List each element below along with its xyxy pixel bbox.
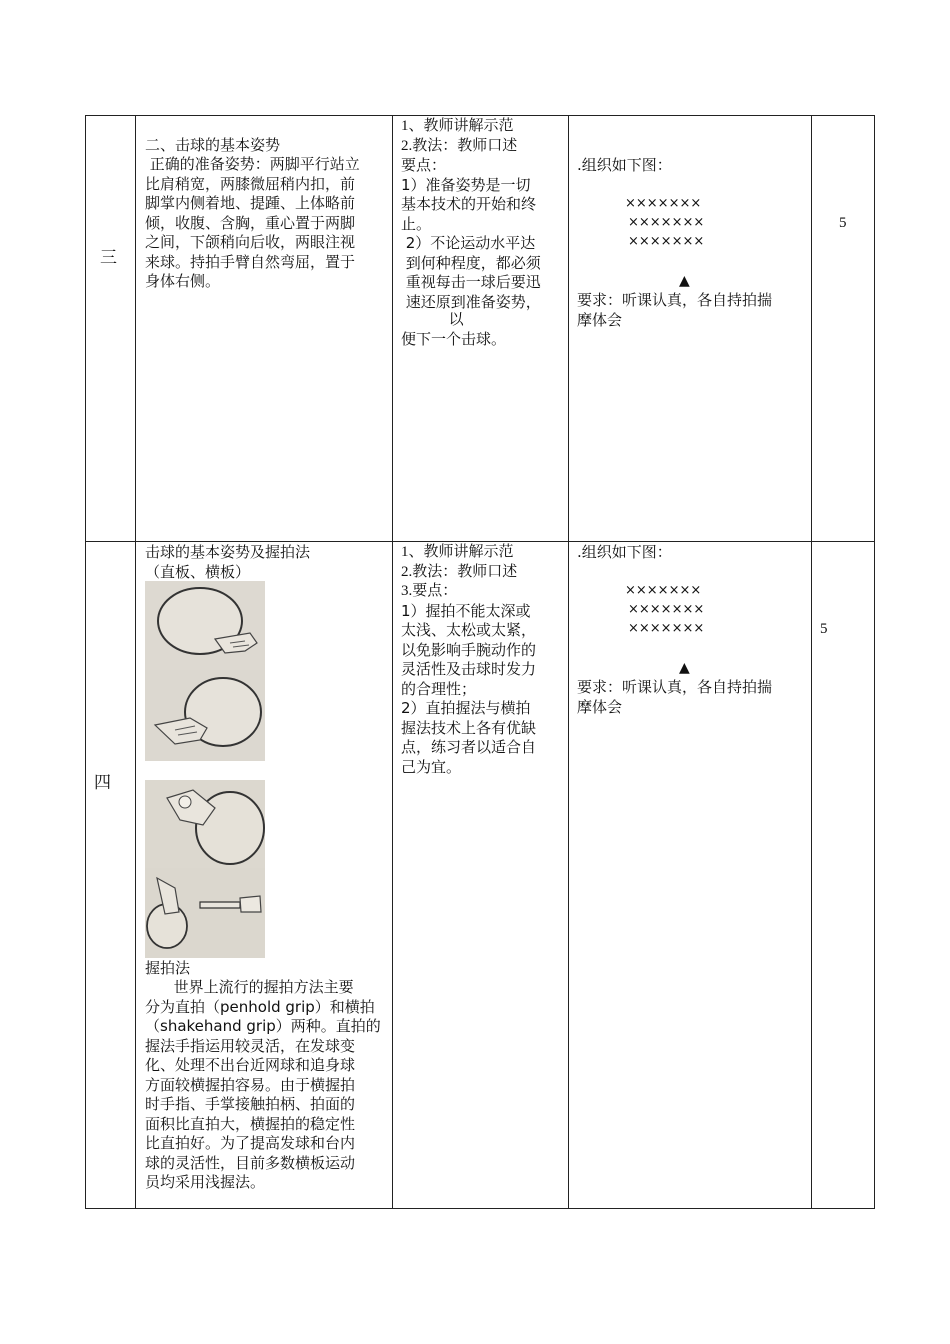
formation-row: ××××××× bbox=[625, 196, 702, 211]
row-4-method-line: 1、教师讲解示范 bbox=[401, 544, 514, 560]
row-4-body-line: 比直拍好。为了提高发球和台内 bbox=[145, 1134, 356, 1152]
column-divider-2 bbox=[392, 115, 393, 1209]
row-4-method-line: 以免影响手腕动作的 bbox=[401, 640, 537, 659]
formation-row: ××××××× bbox=[628, 602, 705, 617]
row-3-method-line: 止。 bbox=[401, 214, 432, 233]
teacher-marker-icon: ▲ bbox=[679, 273, 690, 289]
row-4-requirement-line: 摩体会 bbox=[577, 697, 623, 716]
row-3-method-line: 基本技术的开始和终 bbox=[401, 195, 537, 213]
row-3-body-line: 身体右侧。 bbox=[145, 272, 221, 290]
penhold-grip-photo bbox=[145, 581, 265, 670]
table-border-bottom bbox=[85, 1208, 875, 1209]
row-3-body-line: 之间，下颌稍向后收，两眼注视 bbox=[145, 233, 356, 251]
row-4-body-line: 分为直拍（penhold grip）和横拍 bbox=[145, 997, 375, 1016]
row-4-method-line: 2）直拍握法与横拍 bbox=[401, 699, 531, 717]
shakehand-grip-side-photo bbox=[145, 868, 265, 958]
row-4-body-line: 时手指、手掌接触拍柄、拍面的 bbox=[145, 1095, 356, 1113]
row-4-body-line: 方面较横握拍容易。由于横握拍 bbox=[145, 1075, 356, 1094]
grip-caption: 握拍法 bbox=[145, 959, 191, 977]
column-divider-3 bbox=[568, 115, 569, 1209]
penhold-grip-back-photo bbox=[145, 670, 265, 761]
formation-row: ××××××× bbox=[628, 234, 705, 249]
column-divider-1 bbox=[135, 115, 136, 1209]
row-4-body-line: （shakehand grip）两种。直拍的 bbox=[145, 1017, 381, 1035]
row-4-title: 击球的基本姿势及握拍法 bbox=[145, 543, 311, 561]
row-4-body-line: 球的灵活性，目前多数横板运动 bbox=[145, 1153, 356, 1172]
row-4-method-line: 3.要点： bbox=[401, 583, 458, 599]
table-border-left bbox=[85, 115, 86, 1209]
row-3-body-line: 脚掌内侧着地、提踵、上体略前 bbox=[145, 194, 356, 212]
shakehand-grip-photo bbox=[145, 780, 265, 868]
row-4-requirement-line: 要求：听课认真，各自持拍揣 bbox=[577, 678, 773, 696]
row-4-org-title: .组织如下图： bbox=[577, 543, 672, 561]
row-3-method-line: 2.教法：教师口述 bbox=[401, 137, 518, 154]
row-4-number: 四 bbox=[94, 773, 111, 793]
row-4-body-line: 面积比直拍大，横握拍的稳定性 bbox=[145, 1114, 356, 1133]
row-4-method-line: 的合理性； bbox=[401, 679, 477, 698]
row-3-method-line: 重视每击一球后要迅 bbox=[401, 273, 541, 291]
formation-row: ××××××× bbox=[628, 621, 705, 636]
row-4-method-line: 点，练习者以适合自 bbox=[401, 738, 537, 756]
row-3-method-line: 2）不论运动水平达 bbox=[401, 234, 536, 252]
table-border-top bbox=[85, 115, 875, 116]
row-4-method-line: 1）握拍不能太深或 bbox=[401, 601, 531, 620]
row-4-method-line: 己为宜。 bbox=[401, 757, 462, 776]
row-3-method-line: 以 bbox=[401, 310, 464, 328]
row-3-method-line: 1）准备姿势是一切 bbox=[401, 175, 531, 194]
row-divider bbox=[85, 541, 875, 542]
row-3-body-line: 倾，收腹、含胸，重心置于两脚 bbox=[145, 213, 356, 232]
row-3-body-line: 来球。持拍手臂自然弯屈，置于 bbox=[145, 252, 356, 271]
row-3-requirement-line: 摩体会 bbox=[577, 310, 623, 329]
row-4-body-line: 世界上流行的握拍方法主要 bbox=[145, 978, 354, 996]
row-4-body-line: 化、处理不出台近网球和追身球 bbox=[145, 1056, 356, 1074]
row-3-method-line: 到何种程度，都必须 bbox=[401, 253, 541, 272]
teacher-marker-icon: ▲ bbox=[679, 660, 690, 676]
row-3-title: 二、击球的基本姿势 bbox=[145, 136, 281, 154]
row-3-method-line: 要点： bbox=[401, 156, 447, 174]
row-3-method-line: 1、教师讲解示范 bbox=[401, 118, 514, 134]
row-4-method-line: 握法技术上各有优缺 bbox=[401, 718, 537, 737]
row-3-body-line: 比肩稍宽，两膝微屈稍内扣，前 bbox=[145, 174, 356, 193]
row-3-method-line: 速还原到准备姿势， bbox=[401, 292, 541, 311]
row-4-method-line: 灵活性及击球时发力 bbox=[401, 660, 537, 678]
formation-row: ××××××× bbox=[625, 583, 702, 598]
row-3-time: 5 bbox=[839, 215, 847, 231]
row-3-number: 三 bbox=[100, 248, 117, 268]
row-4-method-line: 2.教法：教师口述 bbox=[401, 563, 518, 580]
table-border-right bbox=[874, 115, 875, 1209]
row-4-time: 5 bbox=[820, 621, 828, 637]
row-4-body-line: 员均采用浅握法。 bbox=[145, 1173, 266, 1191]
row-4-subtitle: （直板、横板） bbox=[145, 562, 251, 581]
row-3-method-line: 便下一个击球。 bbox=[401, 329, 507, 348]
row-4-method-line: 太浅、太松或太紧， bbox=[401, 621, 537, 639]
row-4-body-line: 握法手指运用较灵活，在发球变 bbox=[145, 1036, 356, 1055]
row-3-requirement-line: 要求：听课认真，各自持拍揣 bbox=[577, 291, 773, 309]
column-divider-4 bbox=[811, 115, 812, 1209]
row-3-body-line: 正确的准备姿势：两脚平行站立 bbox=[145, 155, 360, 173]
row-3-org-title: .组织如下图： bbox=[577, 156, 672, 174]
formation-row: ××××××× bbox=[628, 215, 705, 230]
